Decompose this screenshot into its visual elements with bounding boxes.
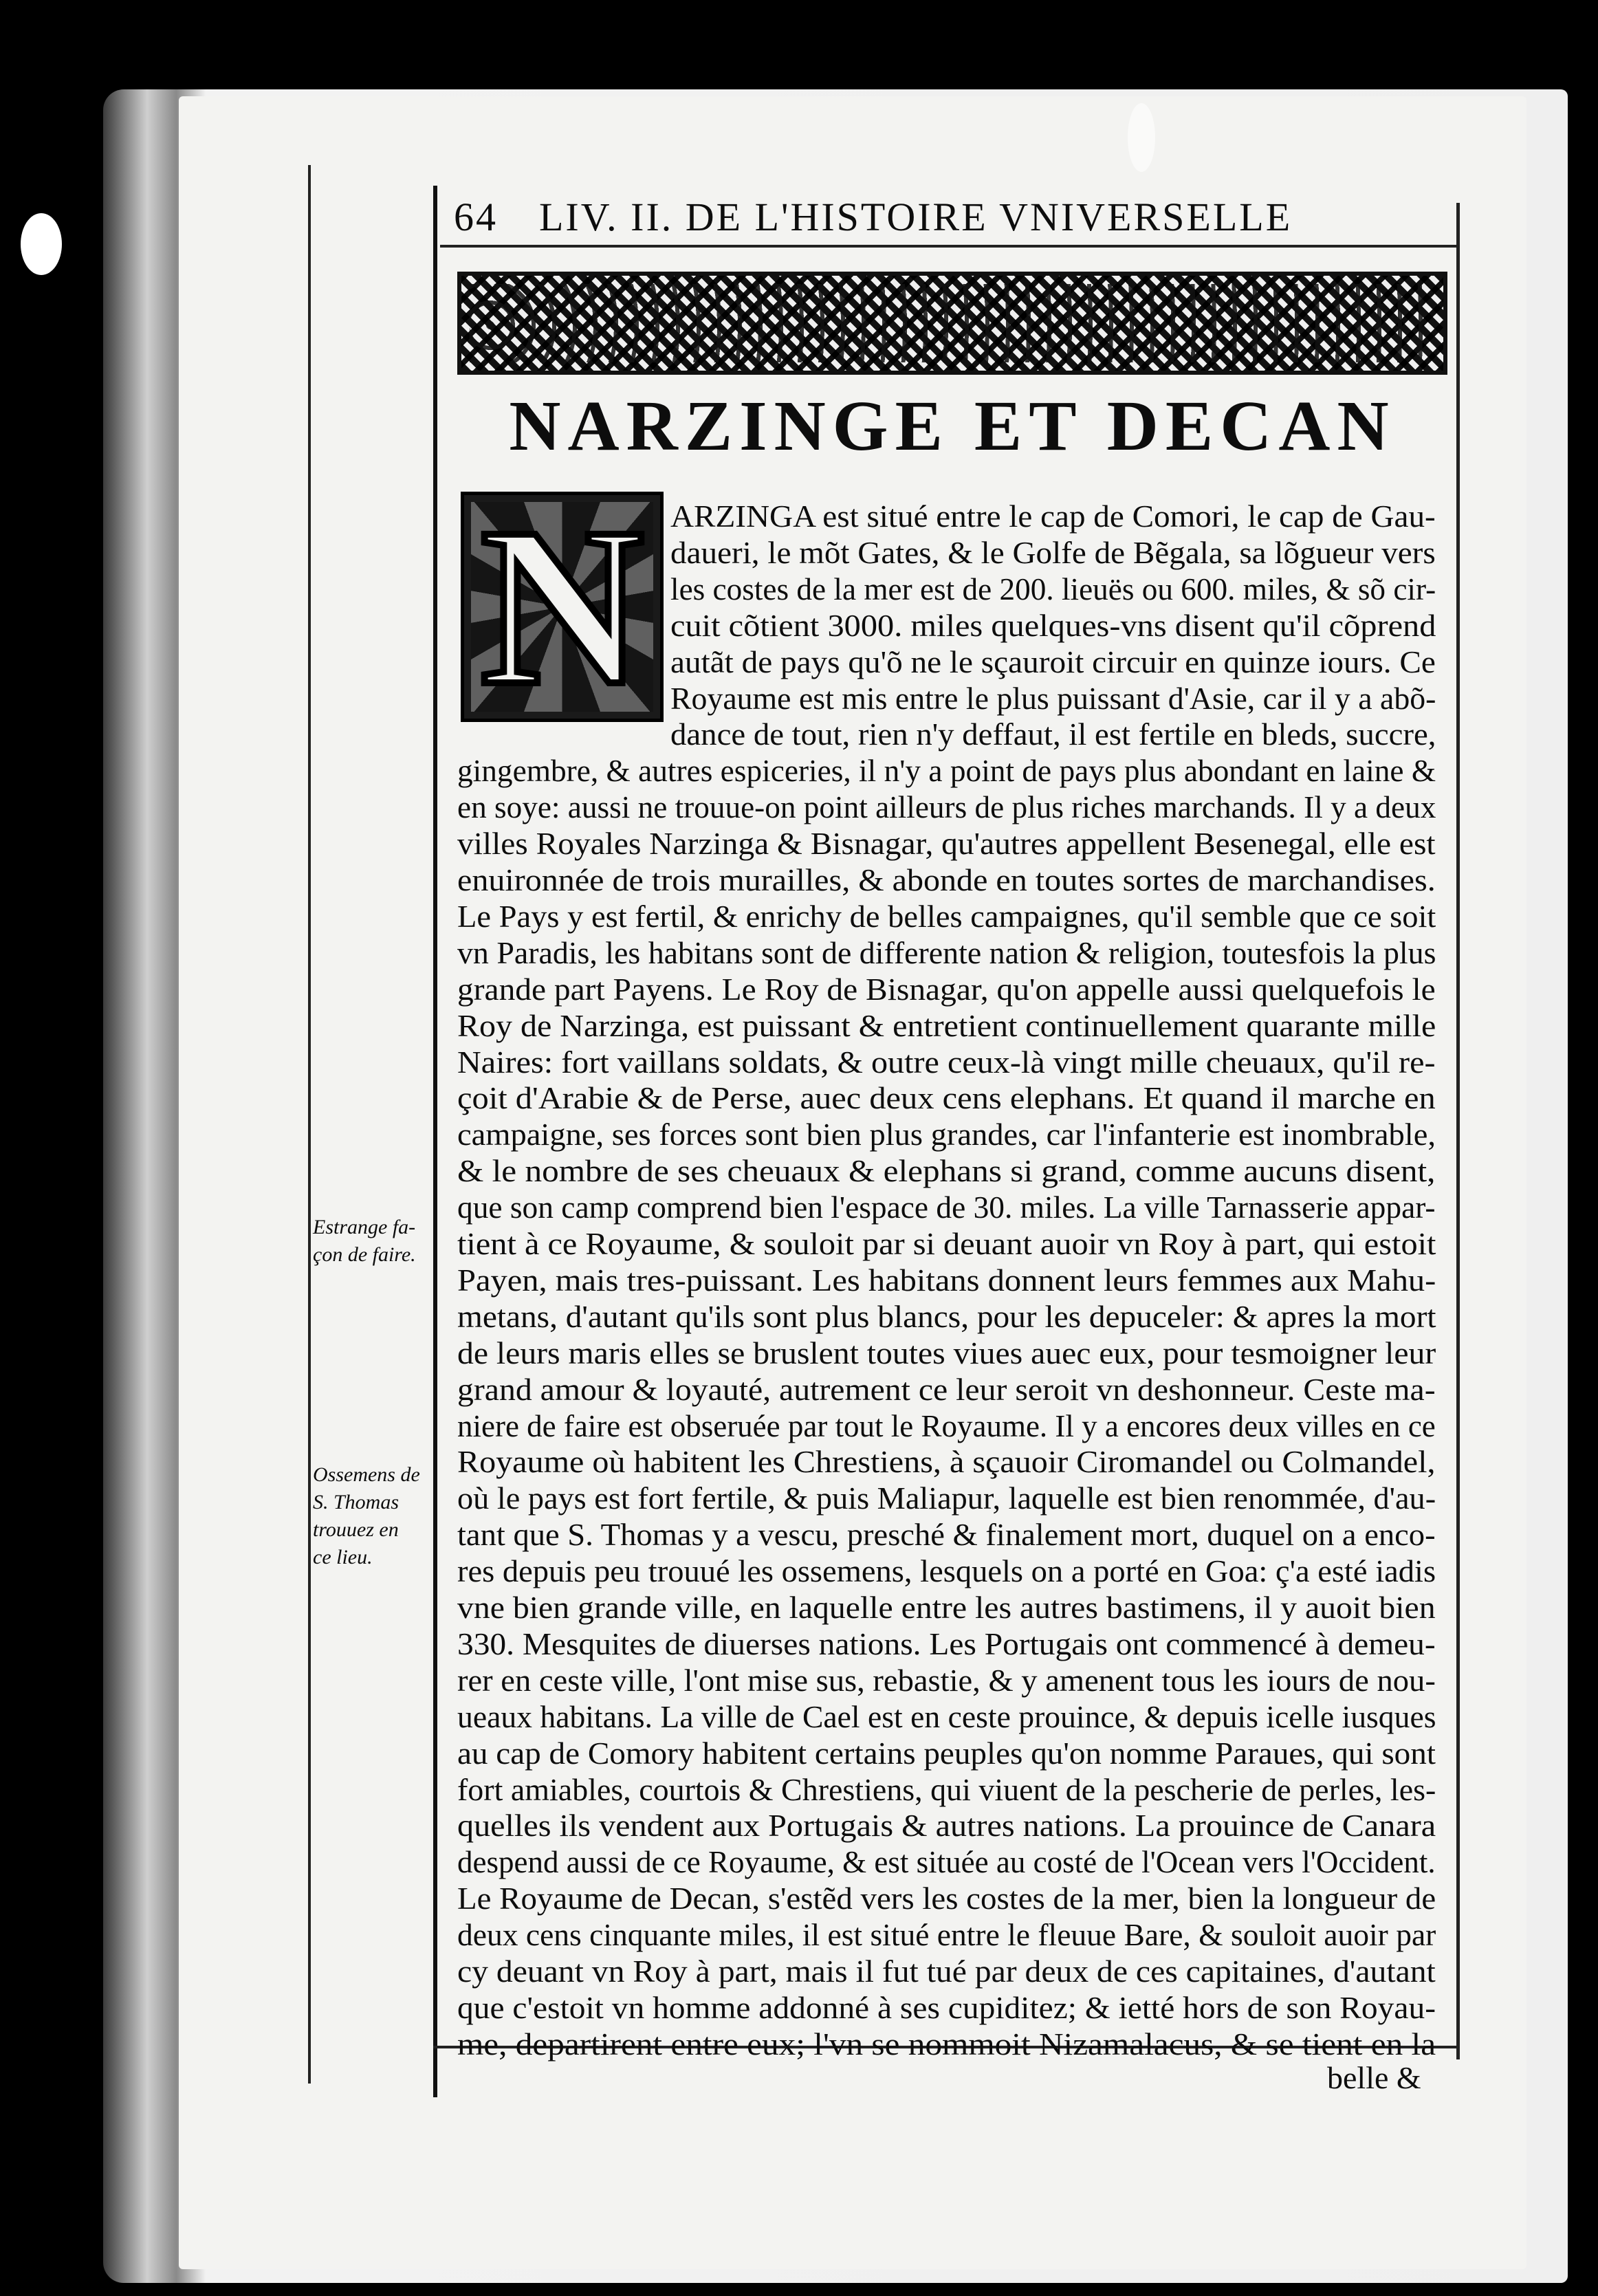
text-frame-right-rule (1456, 203, 1460, 2059)
text-line: Le Pays y est fertil, & enrichy de belles campaignes, qu'il semble que ce soit (457, 898, 1436, 934)
text-line: & le nombre de ses cheuaux & elephans si grand, comme aucuns disent, (457, 1153, 1436, 1189)
catchword: belle & (1327, 2060, 1421, 2095)
text-line: rer en ceste ville, l'ont mise sus, rebastie, & y amenent tous les iours de nou- (457, 1662, 1436, 1698)
running-head-title: LIV. II. DE L'HISTOIRE VNIVERSELLE (539, 194, 1293, 239)
scan-speck (21, 213, 62, 275)
text-frame-left-rule (433, 186, 437, 2097)
text-line: daueri, le mõt Gates, & le Golfe de Bẽgala, sa lõgueur vers (670, 534, 1436, 570)
text-line: despend aussi de ce Royaume, & est située au costé de l'Ocean vers l'Occident. (457, 1844, 1436, 1880)
text-line: Le Royaume de Decan, s'estẽd vers les costes de la mer, bien la longueur de (457, 1881, 1436, 1916)
text-line: Naires: fort vaillans soldats, & outre ceux-là vingt mille cheuaux, qu'il re- (457, 1044, 1436, 1080)
text-line: Payen, mais tres-puissant. Les habitans donnent leurs femmes aux Mahu- (457, 1262, 1436, 1298)
text-line: au cap de Comory habitent certains peuples qu'on nomme Paraues, qui sont (457, 1735, 1436, 1771)
margin-note: Ossemens de S. Thomas trouuez en ce lieu. (313, 1463, 420, 1568)
text-line: quelles ils vendent aux Portugais & autres nations. La prouince de Canara (457, 1808, 1436, 1844)
text-line: vn Paradis, les habitans sont de differente nation & religion, toutesfois la plus (457, 934, 1436, 970)
running-head-rule (440, 245, 1458, 248)
text-line: que c'estoit vn homme addonné à ses cupiditez; & ietté hors de son Royau- (457, 1989, 1436, 2025)
margin-note: Estrange fa- çon de faire. (313, 1216, 416, 1266)
text-line: fort amiables, courtois & Chrestiens, qui viuent de la pescherie de perles, les- (457, 1771, 1436, 1807)
text-line: autãt de pays qu'õ ne le sçauroit circuir en quinze iours. Ce (670, 644, 1436, 679)
text-line: grand amour & loyauté, autrement ce leur seroit vn deshonneur. Ceste ma- (457, 1371, 1436, 1407)
text-line: Royaume est mis entre le plus puissant d'Asie, car il y a abõ- (670, 680, 1436, 716)
text-line: çoit d'Arabie & de Perse, auec deux cens elephans. Et quand il marche en (457, 1080, 1436, 1116)
running-head (454, 186, 1444, 248)
text-line: res depuis peu trouué les ossemens, lesquels on a porté en Goa: ç'a esté iadis (457, 1553, 1436, 1589)
margin-rule (308, 165, 311, 2084)
chapter-title: NARZINGE ET DECAN (509, 386, 1396, 466)
text-line: dance de tout, rien n'y deffaut, il est fertile en bleds, succre, (670, 717, 1436, 752)
text-line: que son camp comprend bien l'espace de 30. miles. La ville Tarnasserie appar- (457, 1190, 1436, 1225)
text-line: Roy de Narzinga, est puissant & entretient continuellement quarante mille (457, 1007, 1436, 1043)
text-line: villes Royales Narzinga & Bisnagar, qu'autres appellent Besenegal, elle est (457, 826, 1436, 862)
drop-cap (461, 481, 664, 732)
text-line: niere de faire est obseruée par tout le Royaume. Il y a encores deux villes en ce (457, 1408, 1436, 1443)
text-line: Royaume où habitent les Chrestiens, à sçauoir Ciromandel ou Colmandel, (457, 1444, 1436, 1480)
text-line: tant que S. Thomas y a vescu, presché & finalement mort, duquel on a enco- (457, 1517, 1436, 1553)
text-line: où le pays est fort fertile, & puis Maliapur, laquelle est bien renommée, d'au- (457, 1480, 1436, 1516)
headpiece-ornament (457, 272, 1447, 375)
text-line: en soye: aussi ne trouue-on point ailleurs de plus riches marchands. Il y a deux (457, 789, 1436, 825)
text-line: ARZINGA est situé entre le cap de Comori, le cap de Gau- (670, 499, 1436, 534)
text-line: grande part Payens. Le Roy de Bisnagar, qu'on appelle aussi quelquefois le (457, 971, 1436, 1007)
text-line: gingembre, & autres espiceries, il n'y a point de pays plus abondant en laine & (457, 753, 1436, 789)
text-line: 330. Mesquites de diuerses nations. Les Portugais ont commencé à demeu- (457, 1626, 1436, 1661)
page-number: 64 (454, 194, 498, 239)
text-line: me, departirent entre eux; l'vn se nommoit Nizamalacus, & se tient en la (457, 2026, 1436, 2062)
text-line: les costes de la mer est de 200. lieuës ou 600. miles, & sõ cir- (670, 571, 1436, 606)
drop-cap-letter: N (480, 481, 644, 732)
text-line: deux cens cinquante miles, il est situé entre le fleuue Bare, & souloit auoir par (457, 1917, 1436, 1953)
text-line: tient à ce Royaume, & souloit par si deuant auoir vn Roy à part, qui estoit (457, 1226, 1436, 1261)
text-line: campaigne, ses forces sont bien plus grandes, car l'infanterie est inombrable, (457, 1117, 1436, 1152)
scan-speck (1128, 103, 1155, 172)
text-line: cy deuant vn Roy à part, mais il fut tué par deux de ces capitaines, d'autant (457, 1954, 1436, 1989)
text-line: de leurs maris elles se bruslent toutes viues auec eux, pour tesmoigner leur (457, 1335, 1436, 1370)
text-line: vne bien grande ville, en laquelle entre les autres bastimens, il y auoit bien (457, 1590, 1436, 1625)
text-line: cuit cõtient 3000. miles quelques-vns disent qu'il cõprend (670, 607, 1436, 643)
text-line: metans, d'autant qu'ils sont plus blancs, pour les depuceler: & apres la mort (457, 1298, 1436, 1334)
text-line: ueaux habitans. La ville de Cael est en ceste prouince, & depuis icelle iusques (457, 1698, 1436, 1734)
text-line: enuironnée de trois murailles, & abonde en toutes sortes de marchandises. (457, 862, 1436, 897)
